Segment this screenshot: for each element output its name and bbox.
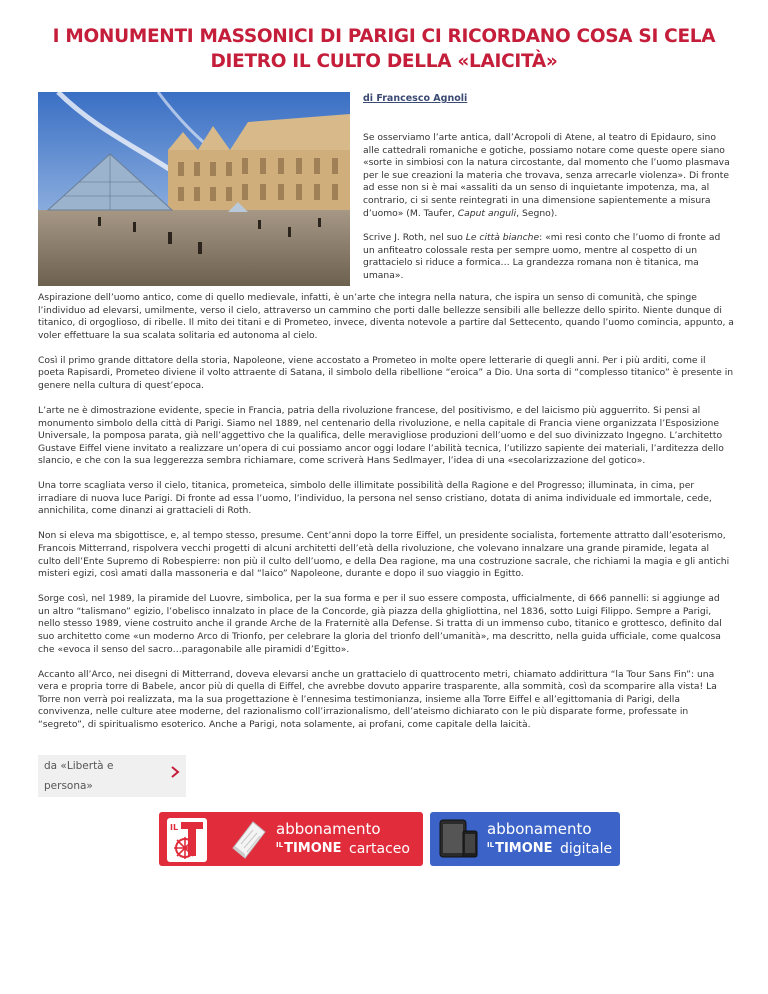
magazine-icon xyxy=(227,818,269,860)
digital-banner-brand: $^{IL}$TIMONE xyxy=(487,841,553,856)
source-line-2: persona» xyxy=(44,780,93,792)
body-paragraph: L’arte ne è dimostrazione evidente, specie in Francia, patria della rivoluzione francese, del positivismo, e del laicismo più agguerrito. Si pensi al monumento simbolo della città di Parigi. Siamo nel 1889, nel centenario della rivoluzione, e nella capitale di Francia viene organizzata l’Esposizione Universale, la pomposa parata, già nell’aggettivo che la qualifica, delle meravigliose produzioni dell’uomo e del suo divinizzato Ingegno. L’architetto Gustave Eiffel viene invitato a realizzare un’opera di cui possiamo ancor oggi lodare l’abilità tecnica, l’utilizzo sapiente dei materiali, l’arditezza dello slancio, e che con la sua leggerezza sembra richiamare, come scriverà Hans Sedlmayer, l’idea di una «secolarizzazione del gotico». xyxy=(38,404,724,467)
paper-banner-brand: $^{IL}$TIMONE xyxy=(276,841,342,856)
tablet-phone-icon xyxy=(436,817,482,861)
body-paragraph: Accanto all’Arco, nei disegni di Mitterrand, doveva elevarsi anche un grattacielo di quattrocento metri, chiamato addirittura “la Tour Sans Fin”: una vera e propria torre di Babele, ancor più di quella di Eiffel, che avrebbe dovuto apparire trasparente, alla sommità, così da scomparire alla vista! La Torre non verrà poi realizzata, ma la sua progettazione è l’ennesima testimonianza, insieme alla Torre Eiffel e all’egittomania di Parigi, della convivenza, nelle culture atee moderne, del razionalismo coll’irrazionalismo, dell’ateismo dichiarato con le più disparate forme, professate in “segreto”, di spiritualismo esoterico. Anche a Parigi, nota solamente, ai profani, come capitale della laicità. xyxy=(38,668,717,730)
digital-banner-title: abbonamento xyxy=(487,820,592,838)
digital-subscription-banner[interactable] xyxy=(430,812,620,866)
body-paragraph: Aspirazione dell’uomo antico, come di quello medievale, infatti, è un’arte che integra nella natura, che ispira un senso di comunità, che spinge l’individuo ad elevarsi, umilmente, verso il cielo, attraverso un cammino che porti dalle bellezze sensibili alle bellezze dello spirito. Niente dunque di titanico, di orgoglioso, di ribelle. Il mito dei titani e di Prometeo, invece, diventa notevole a partire dal Settecento, quando l’uomo comincia, appunto, a voler effettuare la sua scalata solitaria ed autonoma al cielo. xyxy=(38,292,734,341)
chevron-right-icon xyxy=(168,765,182,779)
intro-paragraph-1: Se osserviamo l’arte antica, dall’Acropoli di Atene, al teatro di Epidauro, sino alle cattedrali romaniche e gotiche, possiamo notare come queste opere siano «sorte in simbiosi con la natura circostante, dal momento che l’uomo plasmava per le sue creazioni la materia che trovava, senza arrecarle violenza». Di fronte ad esse non si è mai «assaliti da un senso di inquietante impotenza, ma, al contrario, ci si sente reintegrati in una dimensione sapientemente a misura d’uomo» (M. Taufer, Caput anguli, Segno). xyxy=(363,132,730,219)
body-paragraph: Sorge così, nel 1989, la piramide del Luovre, simbolica, per la sua forma e per il suo essere composta, ufficialmente, di 666 pannelli: si aggiunge ad un altro “talismano” egizio, l’obelisco innalzato in place de la Concorde, già piazza della ghigliottina, nel 1836, sotto Luigi Filippo. Sempre a Parigi, nello stesso 1989, viene costruito anche il grande Arche de la Fraternitè alla Defense. Si tratta di un immenso cubo, titanico e grottesco, definito dal suo architetto come «un moderno Arco di Trionfo, per celebrare la gloria del trionfo dell’umanità», ma descritto, nella guida ufficiale, come qualcosa che «evoca il senso del sacro…paragonabile alle piramidi d’Egitto». xyxy=(38,593,722,655)
source-link[interactable] xyxy=(38,755,186,797)
paper-banner-kind: cartaceo xyxy=(349,841,410,857)
paper-subscription-banner[interactable] xyxy=(159,812,423,866)
body-paragraph: Non si eleva ma sbigottisce, e, al tempo stesso, presume. Cent’anni dopo la torre Eiffel, un presidente socialista, fortemente attratto dall’esoterismo, Francois Mitterrand, rispolvera vecchi progetti di alcuni architetti dell’età della rivoluzione, che volevano innalzare una grande piramide, legata al culto dell’Ente Supremo di Robespierre: non più il culto dell’uomo, e della Dea ragione, ma una costruzione sacrale, che richiami la magia e gli antichi misteri egizi, così amati dalla massoneria e dal “laico” Napoleone, durante e dopo il suo viaggio in Egitto. xyxy=(38,530,730,580)
article-title: I MONUMENTI MASSONICI DI PARIGI CI RICORDANO COSA SI CELA DIETRO IL CULTO DELLA «LAICITÀ» xyxy=(52,26,716,72)
svg-text:IL: IL xyxy=(170,823,179,832)
digital-banner-kind: digitale xyxy=(560,841,613,857)
body-paragraph: Così il primo grande dittatore della storia, Napoleone, viene accostato a Prometeo in molte opere letterarie di quegli anni. Per i più arditi, come il poeta Rapisardi, Prometeo diviene il volto attraente di Satana, il simbolo della ribellione “eroica” a Dio. Una sorta di “complesso titanico” è presente in genere nella cultura di quest’epoca. xyxy=(38,354,734,391)
intro-paragraph-2: Scrive J. Roth, nel suo Le città bianche: «mi resi conto che l’uomo di fronte ad un anfiteatro colossale resta per sempre uomo, mentre al cospetto di un grattacielo si riduce a formica… La grandezza romana non è titanica, ma umana». xyxy=(363,232,721,281)
intro-text xyxy=(363,132,731,295)
body-paragraph: Una torre scagliata verso il cielo, titanica, prometeica, simbolo delle illimitate possibilità della Ragione e del Progresso; illuminata, in cima, per irradiare di nuova luce Parigi. Di fronte ad essa l’uomo, l’individuo, la persona nel senso cristiano, dotata di anima individuale ed immortale, cede, annichilita, come dinanzi ai grattacieli di Roth. xyxy=(38,480,712,517)
paper-banner-title: abbonamento xyxy=(276,820,381,838)
louvre-pyramid-photo xyxy=(38,92,350,286)
timone-logo-icon xyxy=(161,814,211,864)
author-byline[interactable]: di Francesco Agnoli xyxy=(363,93,468,104)
source-line-1: da «Libertà e xyxy=(44,760,114,772)
article-body xyxy=(38,292,734,744)
